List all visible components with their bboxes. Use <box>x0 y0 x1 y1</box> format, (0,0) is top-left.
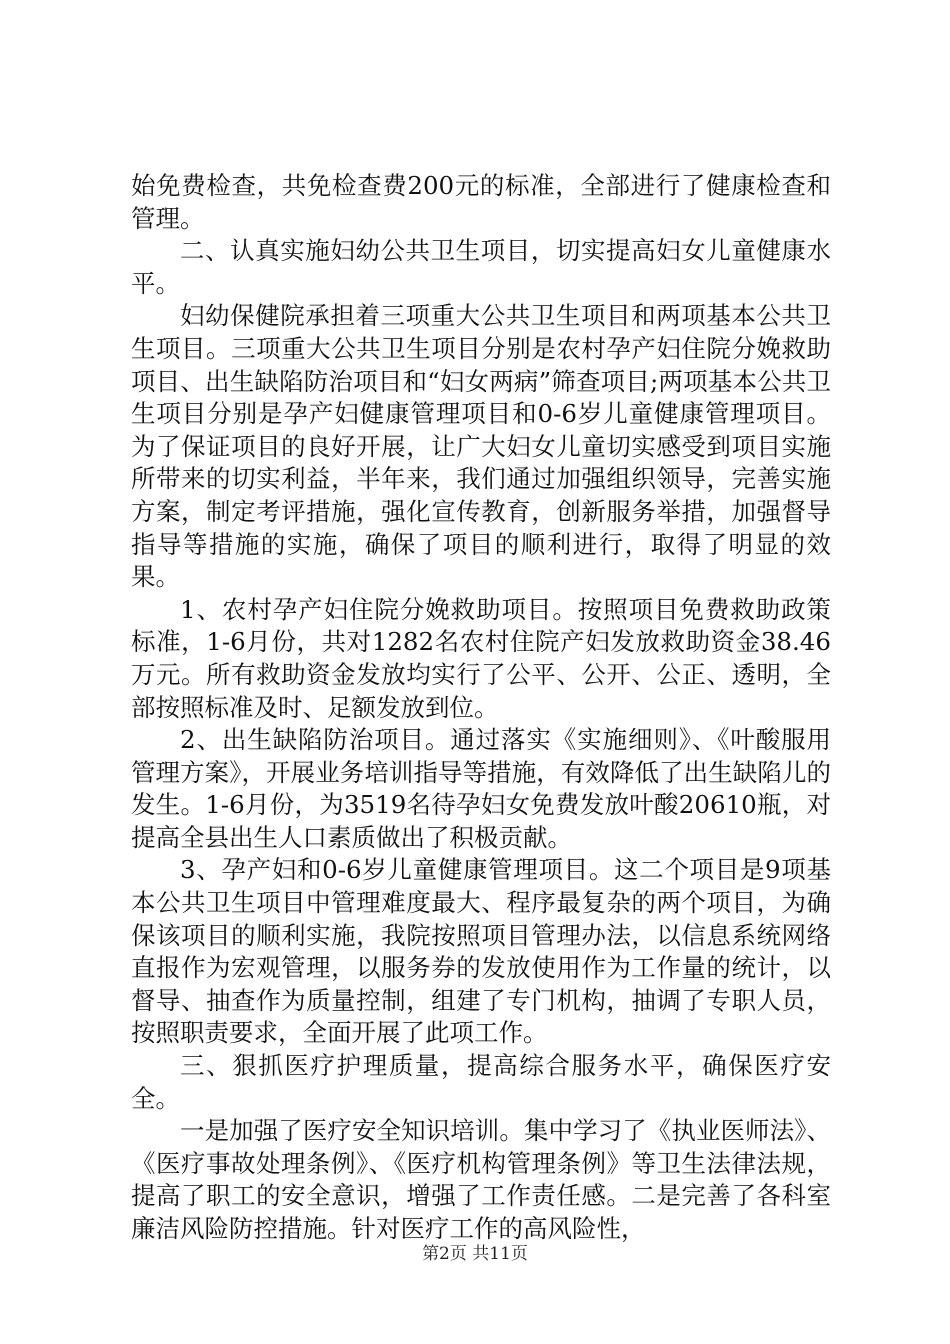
paragraph-item-3: 3、孕产妇和0-6岁儿童健康管理项目。这二个项目是9项基本公共卫生项目中管理难度最大、程序最复杂的两个项目，为确保该项目的顺利实施，我院按照项目管理办法，以信息系统网络直报作为宏观管理，以服务券的发放使用作为工作量的统计，以督导、抽查作为质量控制，组建了专门机构，抽调了专职人员，按照职责要求，全面开展了此项工作。 <box>131 855 831 1048</box>
document-body <box>131 170 831 1246</box>
paragraph-item-2: 2、出生缺陷防治项目。通过落实《实施细则》、《叶酸服用管理方案》，开展业务培训指导等措施，有效降低了出生缺陷儿的发生。1-6月份，为3519名待孕妇女免费发放叶酸20610瓶，对提高全县出生人口素质做出了积极贡献。 <box>131 725 831 852</box>
paragraph-item-1: 1、农村孕产妇住院分娩救助项目。按照项目免费救助政策标准，1-6月份，共对1282名农村住院产妇发放救助资金38.46万元。所有救助资金发放均实行了公平、公开、公正、透明，全部按照标准及时、足额发放到位。 <box>131 594 831 722</box>
paragraph-continuation: 始免费检查，共免检查费200元的标准，全部进行了健康检查和管理。 <box>131 171 831 233</box>
paragraph-projects-overview: 妇幼保健院承担着三项重大公共卫生项目和两项基本公共卫生项目。三项重大公共卫生项目分别是农村孕产妇住院分娩救助项目、出生缺陷防治项目和“妇女两病”筛查项目;两项基本公共卫生项目分别是孕产妇健康管理项目和0-6岁儿童健康管理项目。为了保证项目的良好开展，让广大妇女儿童切实感受到项目实施所带来的切实利益，半年来，我们通过加强组织领导，完善实施方案，制定考评措施，强化宣传教育，创新服务举措，加强督导指导等措施的实施，确保了项目的顺利进行，取得了明显的效果。 <box>131 301 831 592</box>
section-heading-2: 二、认真实施妇幼公共卫生项目，切实提高妇女儿童健康水平。 <box>131 236 831 298</box>
page-number-footer: 第2页 共11页 <box>422 1244 528 1264</box>
paragraph-safety-training: 一是加强了医疗安全知识培训。集中学习了《执业医师法》、《医疗事故处理条例》、《医疗机构管理条例》等卫生法律法规，提高了职工的安全意识，增强了工作责任感。二是完善了各科室廉洁风险防控措施。针对医疗工作的高风险性， <box>131 1116 831 1243</box>
section-heading-3: 三、狠抓医疗护理质量，提高综合服务水平，确保医疗安全。 <box>131 1051 831 1113</box>
